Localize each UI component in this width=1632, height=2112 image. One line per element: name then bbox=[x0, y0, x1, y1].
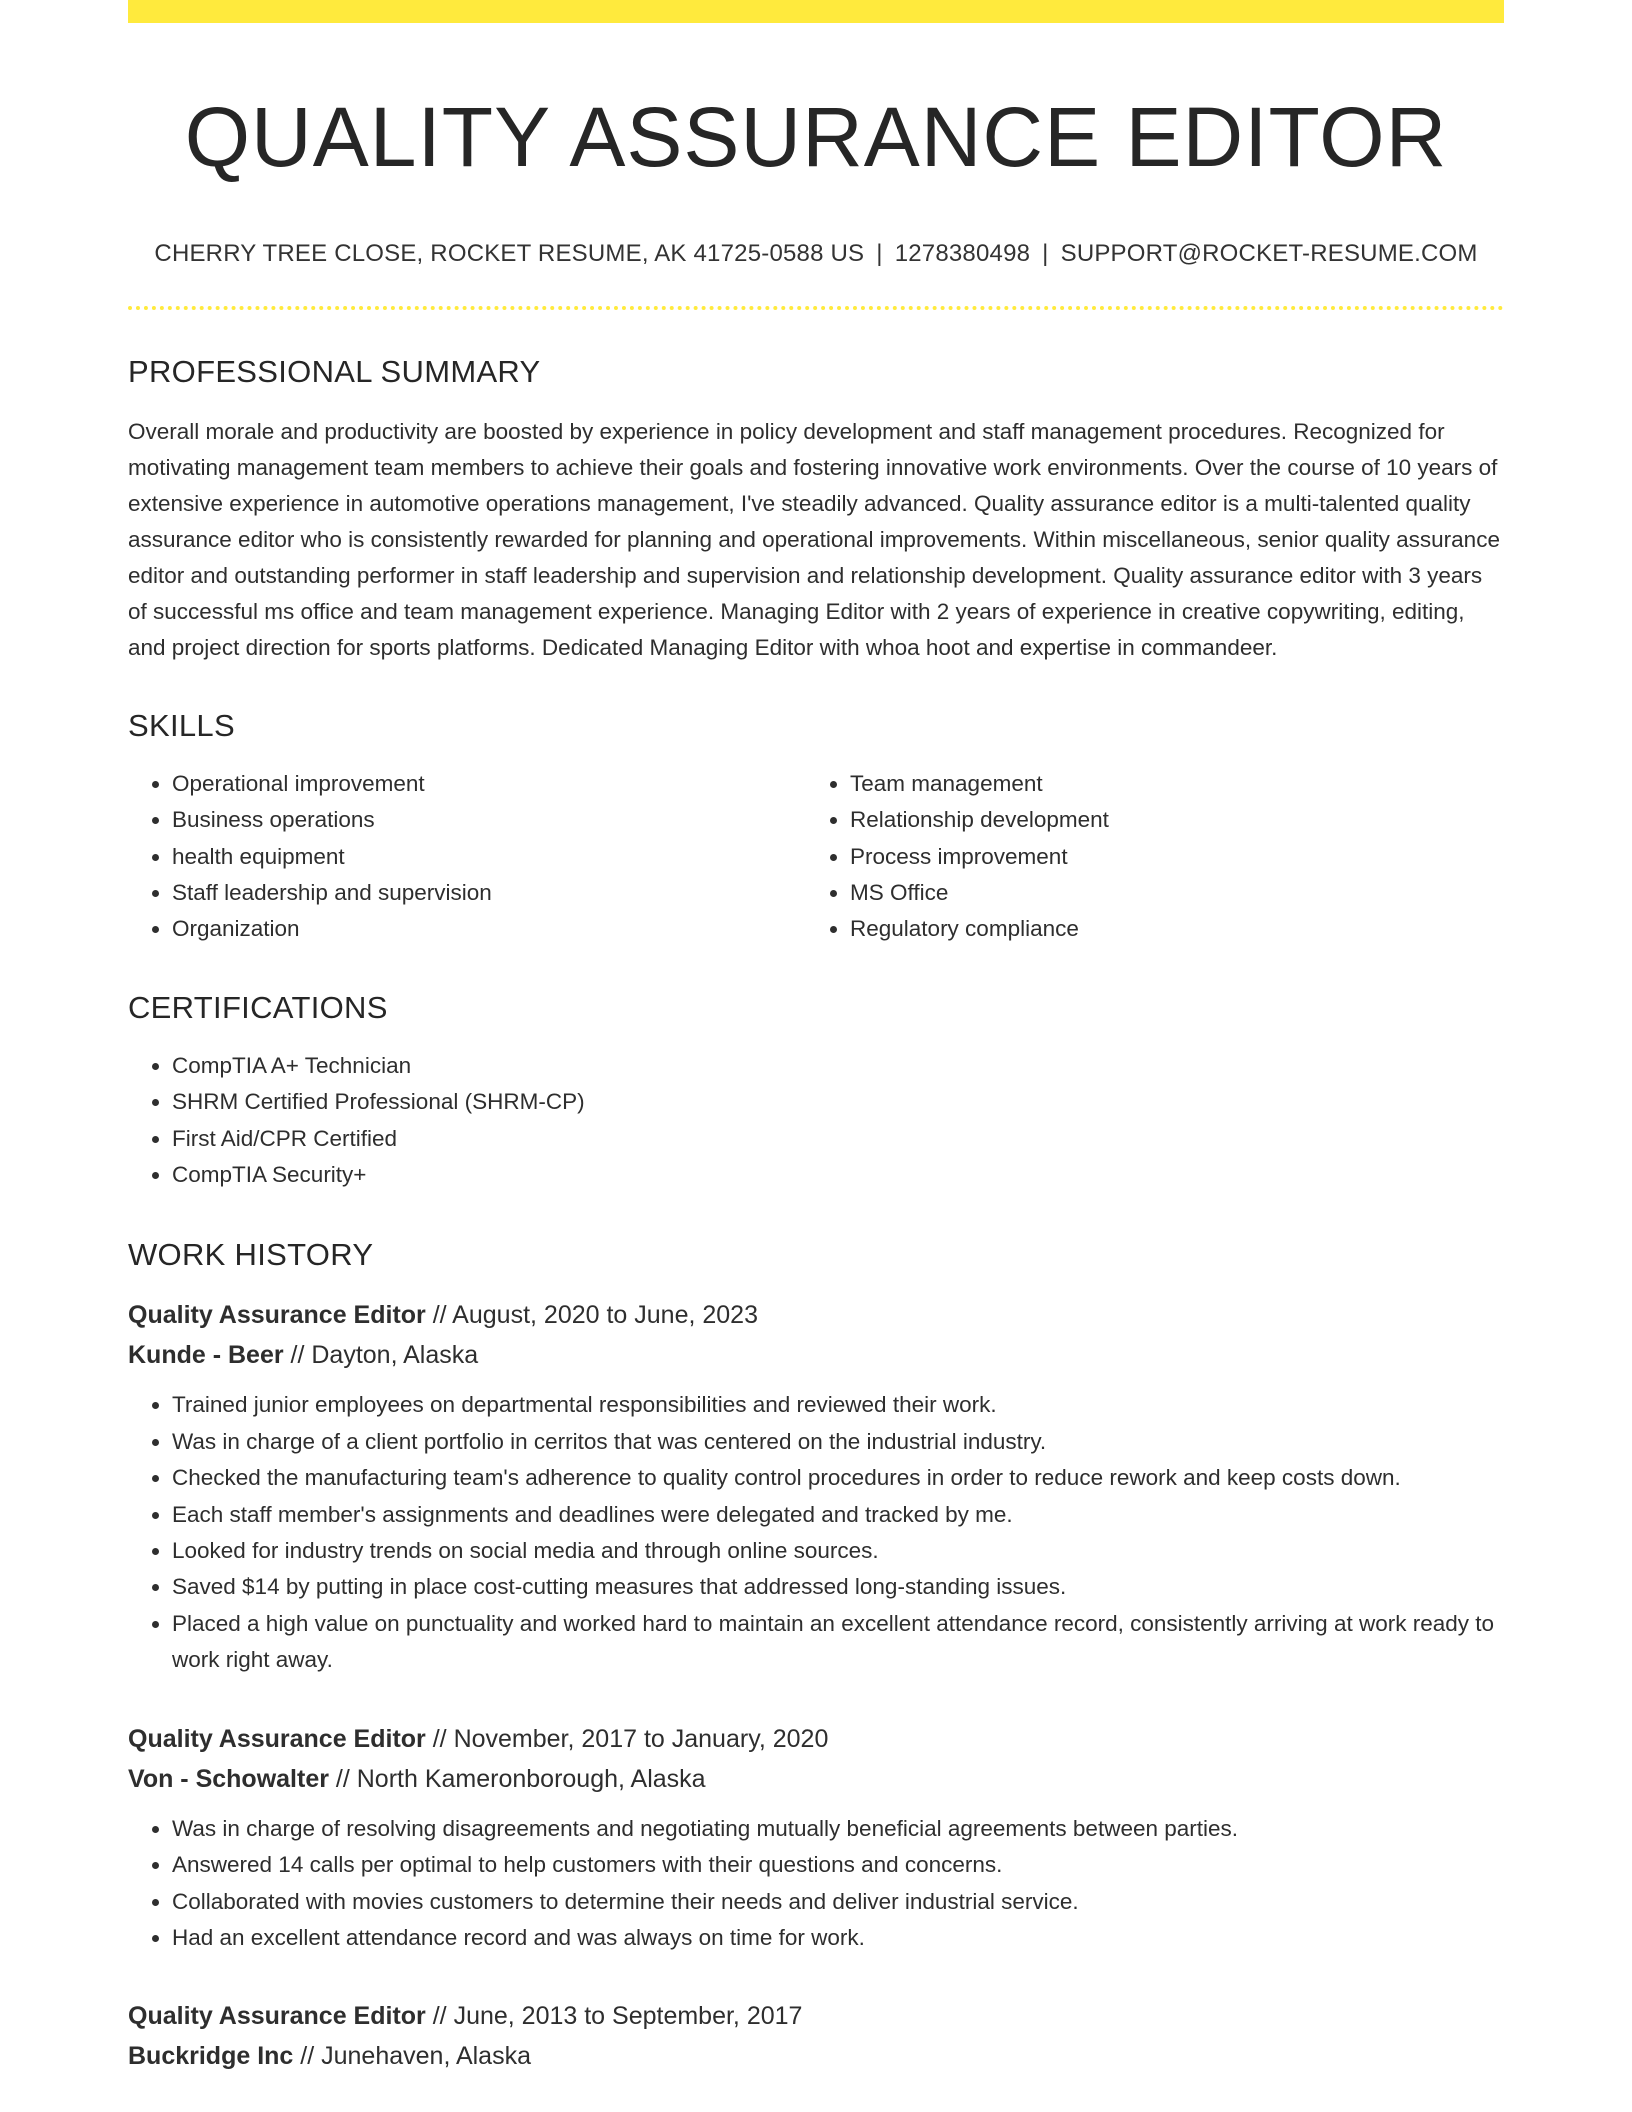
contact-separator: | bbox=[1042, 239, 1049, 267]
job-location: // North Kameronborough, Alaska bbox=[328, 1764, 706, 1793]
job-dates: // June, 2013 to September, 2017 bbox=[425, 2002, 803, 2031]
resume-title: QUALITY ASSURANCE EDITOR bbox=[184, 90, 1448, 184]
job-role-line bbox=[128, 1295, 1504, 1335]
skill-item: • Relationship development bbox=[850, 802, 1484, 838]
summary-heading: PROFESSIONAL SUMMARY bbox=[128, 353, 541, 389]
skill-item: • Business operations bbox=[172, 802, 806, 838]
job-entry bbox=[128, 1719, 1504, 1957]
job-bullet: • Answered 14 calls per optimal to help customers with their questions and concerns. bbox=[172, 1847, 1504, 1883]
skill-item: • Organization bbox=[172, 911, 806, 947]
work-history-heading: WORK HISTORY bbox=[128, 1237, 374, 1273]
certifications-list bbox=[128, 1048, 1504, 1194]
certification-item: • SHRM Certified Professional (SHRM-CP) bbox=[172, 1084, 1504, 1120]
skill-item: • MS Office bbox=[850, 875, 1484, 911]
skills-columns bbox=[128, 766, 1504, 948]
skill-item: • Team management bbox=[850, 766, 1484, 802]
job-role: Quality Assurance Editor bbox=[128, 1724, 426, 1753]
job-bullet: • Each staff member's assignments and deadlines were delegated and tracked by me. bbox=[172, 1497, 1504, 1533]
job-bullet: • Checked the manufacturing team's adherence to quality control procedures in order to reduce rework and keep costs down. bbox=[172, 1460, 1504, 1496]
job-bullet: • Was in charge of resolving disagreements and negotiating mutually beneficial agreements between parties. bbox=[172, 1811, 1504, 1847]
summary-text: Overall morale and productivity are boosted by experience in policy development and staff management procedures. Recognized for motivating management team members to achieve their goals and fostering innovative work environments. Over the course of 10 years of extensive experience in automotive operations management, I've steadily advanced. Quality assurance editor is a multi-talented quality assurance editor who is consistently rewarded for planning and operational improvements. Within miscellaneous, senior quality assurance editor and outstanding performer in staff leadership and supervision and relationship development. Quality assurance editor with 3 years of successful ms office and team management experience. Managing Editor with 2 years of experience in creative copywriting, editing, and project direction for sports platforms. Dedicated Managing Editor with whoa hoot and expertise in commandeer. bbox=[128, 418, 1500, 660]
skill-item: • Process improvement bbox=[850, 839, 1484, 875]
skill-item: • Operational improvement bbox=[172, 766, 806, 802]
certification-item: • CompTIA Security+ bbox=[172, 1157, 1504, 1193]
work-history-list bbox=[128, 1295, 1504, 2076]
job-company: Von - Schowalter bbox=[128, 1764, 329, 1793]
contact-separator: | bbox=[876, 239, 883, 267]
skills-list-right bbox=[806, 766, 1484, 948]
skills-list-left bbox=[128, 766, 806, 948]
job-dates: // August, 2020 to June, 2023 bbox=[425, 1301, 758, 1330]
job-company-line bbox=[128, 1335, 1504, 1375]
job-role-line bbox=[128, 1719, 1504, 1759]
job-bullet: • Looked for industry trends on social media and through online sources. bbox=[172, 1533, 1504, 1569]
email-address: SUPPORT@ROCKET-RESUME.COM bbox=[1060, 239, 1478, 267]
job-entry bbox=[128, 1996, 1504, 2076]
certification-item: • CompTIA A+ Technician bbox=[172, 1048, 1504, 1084]
job-bullet: • Was in charge of a client portfolio in cerritos that was centered on the industrial industry. bbox=[172, 1424, 1504, 1460]
certifications-heading: CERTIFICATIONS bbox=[128, 989, 388, 1025]
job-location: // Junehaven, Alaska bbox=[293, 2042, 531, 2071]
skill-item: • Staff leadership and supervision bbox=[172, 875, 806, 911]
job-bullet: • Collaborated with movies customers to determine their needs and deliver industrial service. bbox=[172, 1884, 1504, 1920]
top-accent-bar bbox=[128, 0, 1504, 23]
job-role: Quality Assurance Editor bbox=[128, 1301, 426, 1330]
phone-number: 1278380498 bbox=[894, 239, 1031, 267]
job-bullet: • Trained junior employees on departmental responsibilities and reviewed their work. bbox=[172, 1387, 1504, 1423]
job-company: Buckridge Inc bbox=[128, 2042, 294, 2071]
job-bullet: • Placed a high value on punctuality and worked hard to maintain an excellent attendance record, consistently arriving at work ready to work right away. bbox=[172, 1606, 1504, 1679]
certification-item: • First Aid/CPR Certified bbox=[172, 1121, 1504, 1157]
job-company-line bbox=[128, 2036, 1504, 2076]
resume-page bbox=[128, 0, 1504, 2076]
dotted-divider bbox=[128, 306, 1504, 310]
skill-item: • Regulatory compliance bbox=[850, 911, 1484, 947]
skills-heading: SKILLS bbox=[128, 707, 235, 743]
job-company-line bbox=[128, 1759, 1504, 1799]
job-bullet: • Saved $14 by putting in place cost-cutting measures that addressed long-standing issues. bbox=[172, 1569, 1504, 1605]
job-role-line bbox=[128, 1996, 1504, 2036]
job-entry bbox=[128, 1295, 1504, 1678]
job-dates: // November, 2017 to January, 2020 bbox=[425, 1724, 829, 1753]
job-bullets bbox=[128, 1387, 1504, 1678]
address: CHERRY TREE CLOSE, ROCKET RESUME, AK 41725-0588 US bbox=[154, 239, 865, 267]
skill-item: • health equipment bbox=[172, 839, 806, 875]
job-bullets bbox=[128, 1811, 1504, 1957]
job-role: Quality Assurance Editor bbox=[128, 2002, 426, 2031]
job-bullet: • Had an excellent attendance record and was always on time for work. bbox=[172, 1920, 1504, 1956]
contact-line bbox=[128, 240, 1504, 268]
job-company: Kunde - Beer bbox=[128, 1341, 284, 1370]
job-location: // Dayton, Alaska bbox=[283, 1341, 479, 1370]
